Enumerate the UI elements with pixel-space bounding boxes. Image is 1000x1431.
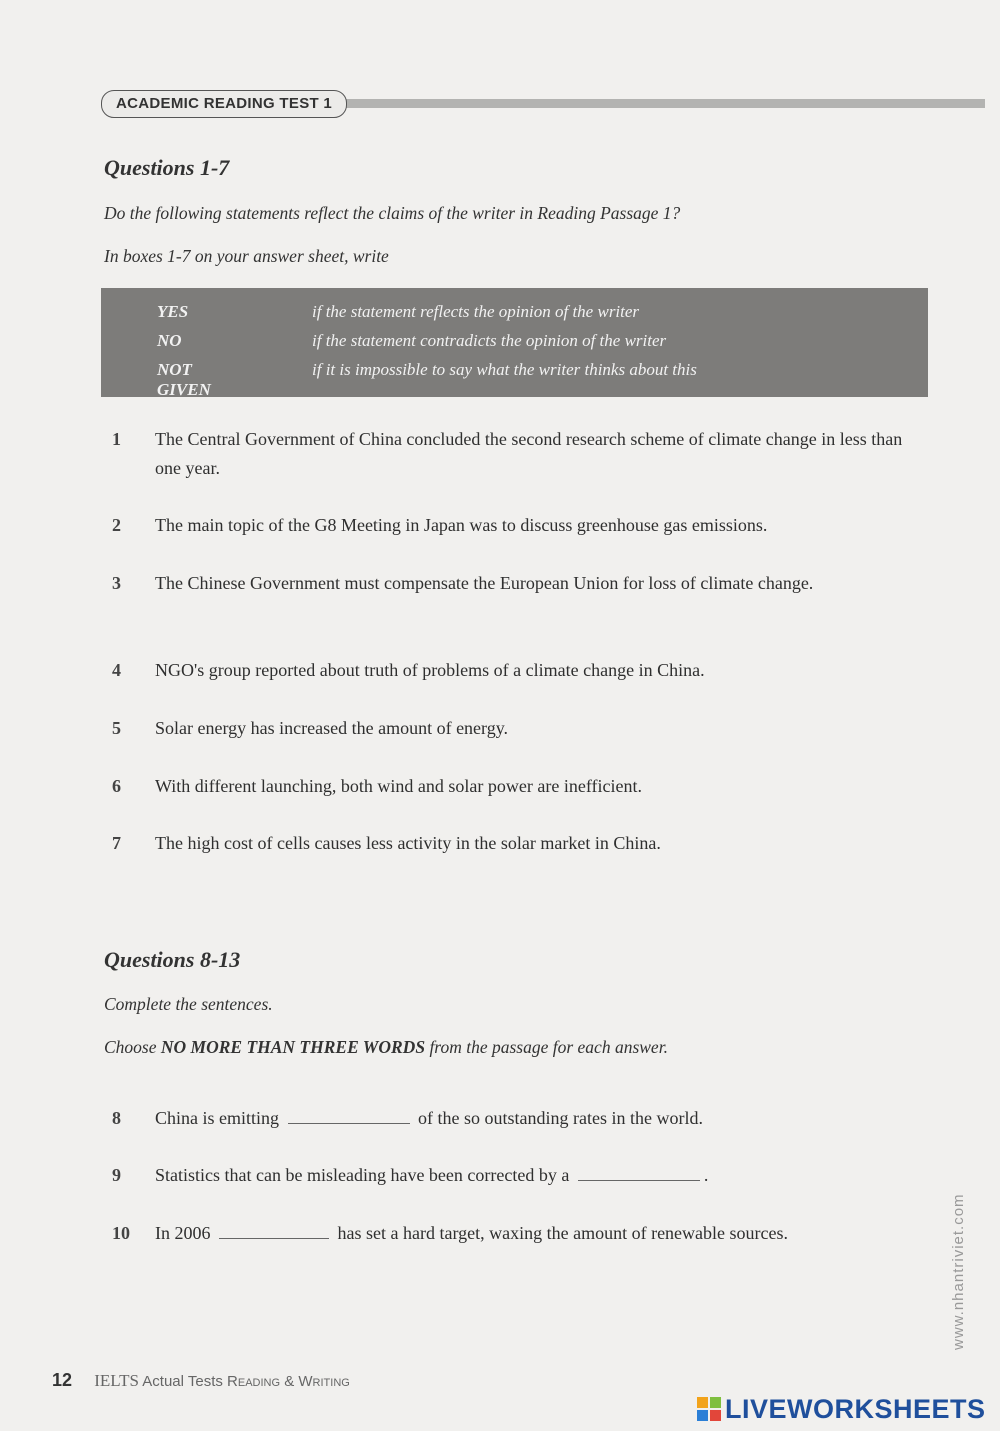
answer-blank-9[interactable]: [578, 1162, 700, 1181]
liveworksheets-icon: [696, 1396, 722, 1422]
item-text: With different launching, both wind and solar power are inefficient.: [155, 776, 642, 796]
book-title-reading-writing: Reading & Writing: [227, 1373, 350, 1390]
legend-term: YES: [157, 302, 189, 321]
questions-1-7-heading: Questions 1-7: [104, 155, 230, 180]
sentence-pre: Statistics that can be misleading have been corrected by a: [155, 1165, 570, 1185]
answer-key-legend: [101, 288, 928, 397]
sentence-pre: In 2006: [155, 1223, 211, 1243]
liveworksheets-logo: [696, 1393, 986, 1425]
page-number: 12: [52, 1370, 73, 1390]
instruction-word-limit-pre: Choose: [104, 1037, 161, 1057]
item-number: 5: [112, 718, 121, 738]
book-title-actual-tests: Actual Tests: [142, 1373, 223, 1390]
item-text: [155, 1161, 930, 1190]
section-tab: ACADEMIC READING TEST 1: [101, 90, 347, 118]
sentence-post: of the so outstanding rates in the world.: [418, 1108, 703, 1128]
sentence-post: .: [703, 1165, 709, 1185]
item-number: 8: [112, 1108, 121, 1128]
instruction-boxes: In boxes 1-7 on your answer sheet, write: [104, 246, 389, 266]
item-text: The Chinese Government must compensate the European Union for loss of climate change.: [155, 573, 814, 593]
answer-blank-10[interactable]: [219, 1220, 329, 1239]
item-number: 9: [112, 1165, 121, 1185]
legend-desc: if the statement contradicts the opinion of the writer: [312, 331, 667, 350]
sentence-pre: China is emitting: [155, 1108, 279, 1128]
instruction-complete: Complete the sentences.: [104, 994, 273, 1014]
item-number: 3: [112, 573, 121, 593]
item-text: Solar energy has increased the amount of energy.: [155, 718, 509, 738]
instruction-word-limit-post: from the passage for each answer.: [425, 1037, 668, 1057]
header-bar: [340, 99, 985, 108]
item-text: NGO's group reported about truth of problems of a climate change in China.: [155, 660, 705, 680]
item-text: [155, 1104, 930, 1133]
book-title-ielts: IELTS: [94, 1371, 139, 1390]
item-text: The main topic of the G8 Meeting in Japan was to discuss greenhouse gas emissions.: [155, 515, 768, 535]
legend-term: NO: [157, 331, 182, 350]
answer-blank-8[interactable]: [288, 1105, 410, 1124]
item-number: 10: [112, 1223, 130, 1243]
item-number: 1: [112, 429, 121, 449]
item-text: The Central Government of China concluded the second research scheme of climate change in less than one year.: [155, 429, 903, 478]
legend-desc: if the statement reflects the opinion of the writer: [312, 302, 640, 321]
instruction-statements: Do the following statements reflect the claims of the writer in Reading Passage 1?: [104, 203, 681, 223]
item-text: [155, 1219, 930, 1248]
item-number: 7: [112, 833, 121, 853]
instruction-word-limit-bold: NO MORE THAN THREE WORDS: [160, 1037, 426, 1057]
liveworksheets-logo-text: LIVEWORKSHEETS: [725, 1394, 986, 1424]
item-text: The high cost of cells causes less activity in the solar market in China.: [155, 833, 661, 853]
instruction-word-limit: [104, 1037, 668, 1058]
item-number: 4: [112, 660, 121, 680]
legend-term: NOT GIVEN: [157, 360, 211, 399]
publisher-watermark: www.nhantriviet.com: [950, 1193, 967, 1350]
questions-8-13-heading: Questions 8-13: [104, 947, 241, 972]
sentence-post: has set a hard target, waxing the amount of renewable sources.: [337, 1223, 789, 1243]
item-number: 2: [112, 515, 121, 535]
legend-desc: if it is impossible to say what the writer thinks about this: [312, 360, 697, 379]
page-footer: [52, 1370, 350, 1391]
item-number: 6: [112, 776, 121, 796]
